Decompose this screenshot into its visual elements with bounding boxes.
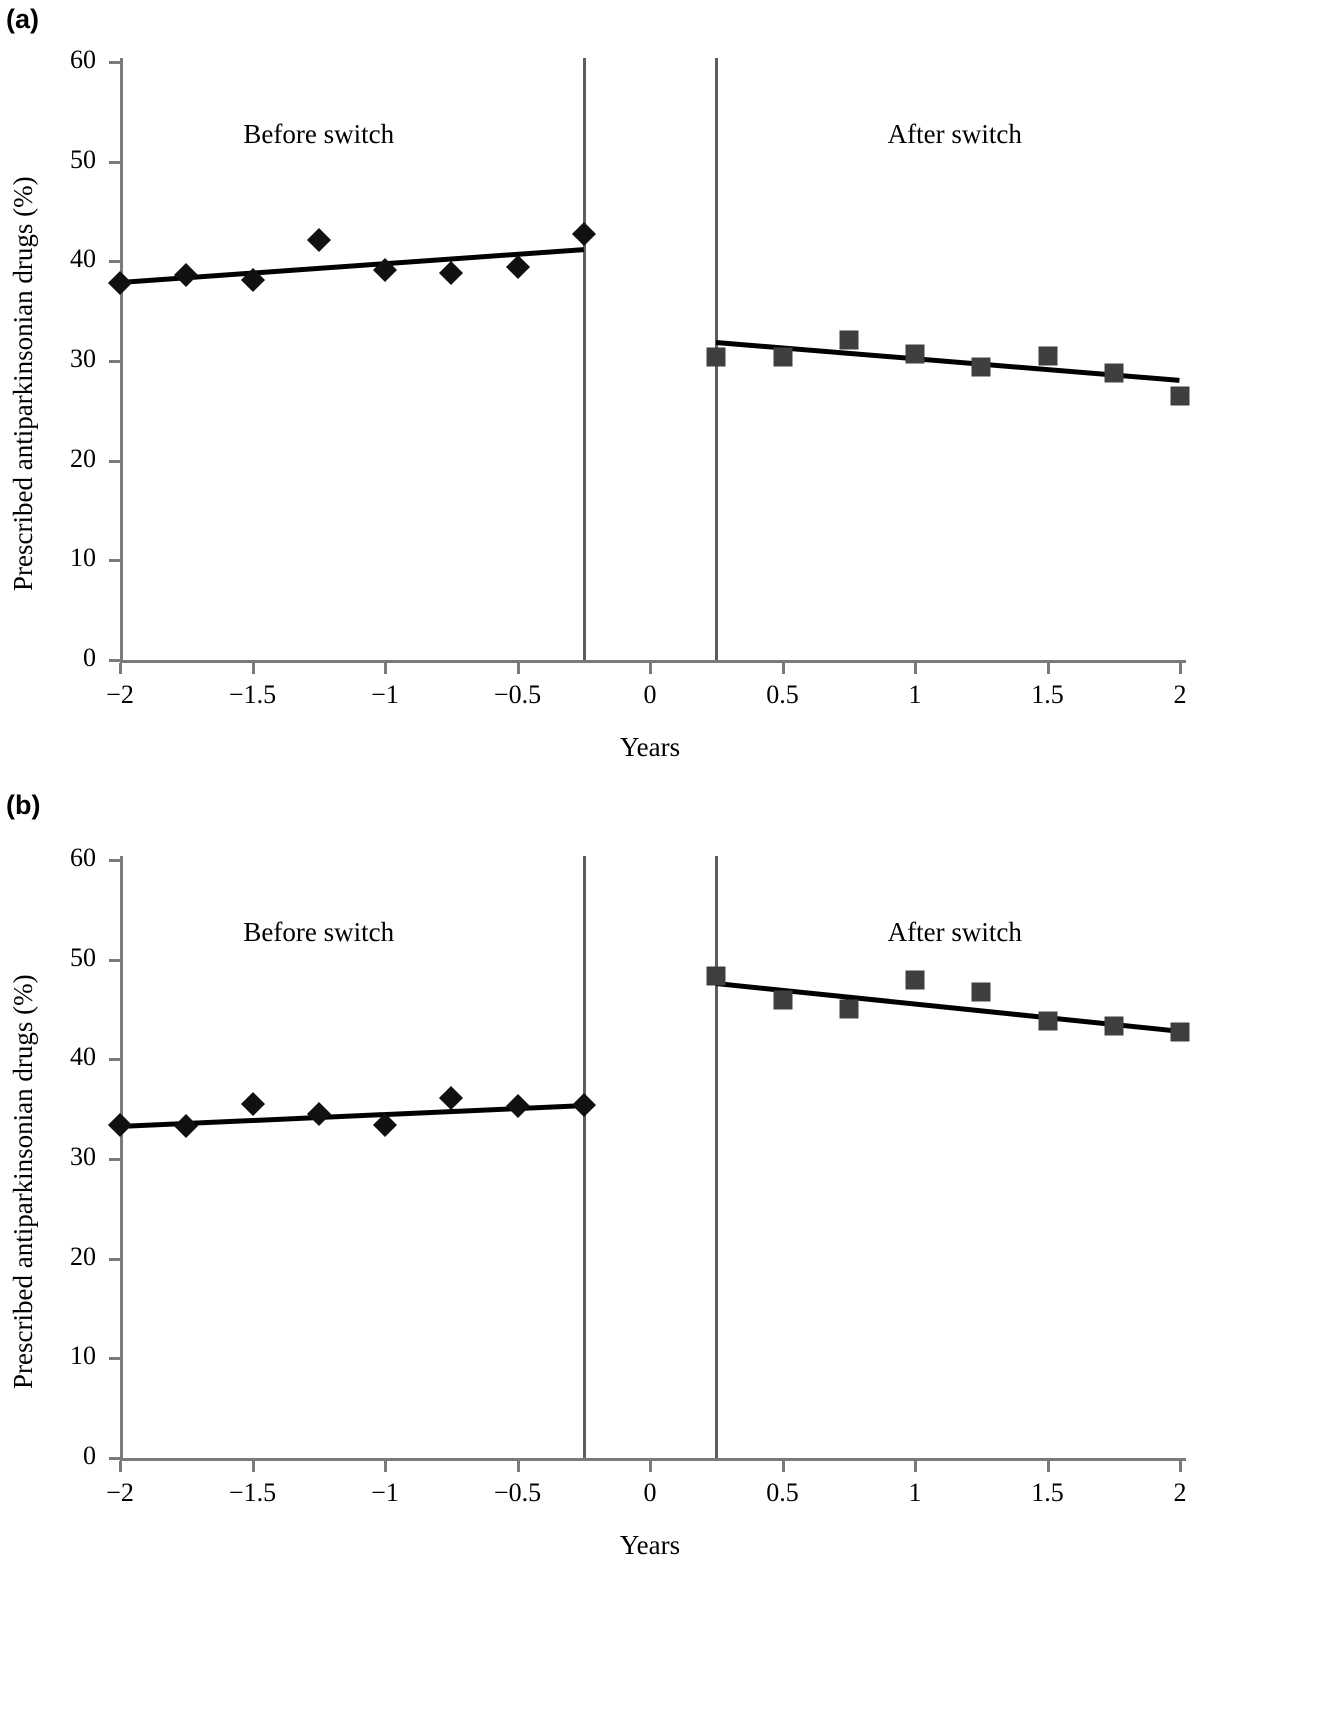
y-axis-tick-label: 50	[70, 942, 96, 972]
x-axis-tick-label: −0.5	[493, 1478, 542, 1507]
x-axis-tick	[384, 1461, 387, 1472]
y-axis-tick-label: 40	[70, 244, 96, 274]
data-point-square	[773, 990, 792, 1009]
region-label-before-switch: Before switch	[243, 118, 395, 149]
panel-label-b: (b)	[6, 790, 41, 820]
y-axis-tick-label: 0	[83, 1441, 96, 1470]
y-axis-tick	[109, 1457, 120, 1460]
data-point-square	[906, 970, 925, 989]
x-axis-tick	[384, 663, 387, 674]
x-axis-tick-label: −1.5	[228, 1478, 277, 1507]
data-point-square	[972, 357, 991, 376]
data-point-diamond	[505, 1094, 529, 1118]
data-point-diamond	[572, 1093, 596, 1117]
data-point-diamond	[439, 261, 463, 285]
y-axis-tick	[109, 1258, 120, 1261]
y-axis-tick-label: 10	[70, 1341, 96, 1371]
x-axis-tick-label: 2	[1173, 680, 1187, 709]
region-label-after-switch: After switch	[887, 916, 1022, 947]
plot-area-a	[8, 45, 1187, 762]
x-axis-tick-label: 1	[908, 680, 922, 709]
data-point-square	[1104, 363, 1123, 382]
switch-divider-line	[715, 856, 718, 1458]
data-point-diamond	[174, 1114, 198, 1138]
plot-area-b	[8, 843, 1187, 1560]
x-axis-tick-label: 1.5	[1031, 1478, 1064, 1507]
data-point-diamond	[439, 1086, 463, 1110]
x-axis-tick-label: 0	[643, 1478, 657, 1507]
y-axis-tick	[109, 859, 120, 862]
x-axis-tick	[782, 663, 785, 674]
y-axis-tick	[109, 959, 120, 962]
x-axis-tick	[914, 1461, 917, 1472]
x-axis-tick	[517, 1461, 520, 1472]
x-axis-tick-label: −1.5	[228, 680, 277, 709]
data-point-square	[773, 348, 792, 367]
panel-label-a: (a)	[6, 4, 39, 34]
x-axis-tick	[252, 1461, 255, 1472]
x-axis-title: Years	[619, 732, 681, 762]
y-axis-tick-label: 50	[70, 144, 96, 174]
y-axis-tick	[109, 1357, 120, 1360]
x-axis-tick-label: −2	[106, 680, 134, 709]
y-axis-line	[120, 58, 123, 660]
data-point-diamond	[240, 1092, 264, 1116]
x-axis-tick-label: 0	[643, 680, 657, 709]
chart-panel-a	[0, 0, 1342, 790]
y-axis-tick	[109, 460, 120, 463]
x-axis-tick-label: 2	[1173, 1478, 1187, 1507]
y-axis-tick-label: 10	[70, 543, 96, 573]
y-axis-tick	[109, 559, 120, 562]
x-axis-tick	[517, 663, 520, 674]
x-axis-tick	[914, 663, 917, 674]
data-point-square	[839, 331, 858, 350]
x-axis-tick-label: −2	[106, 1478, 134, 1507]
y-axis-tick	[109, 61, 120, 64]
y-axis-title: Prescribed antiparkinsonian drugs (%)	[8, 974, 38, 1389]
region-label-after-switch: After switch	[887, 118, 1022, 149]
data-point-square	[1104, 1017, 1123, 1036]
x-axis-tick-label: 0.5	[766, 680, 799, 709]
y-axis-tick	[109, 360, 120, 363]
x-axis-tick	[649, 663, 652, 674]
y-axis-tick	[109, 161, 120, 164]
x-axis-tick	[649, 1461, 652, 1472]
y-axis-tick	[109, 659, 120, 662]
data-point-square	[906, 345, 925, 364]
x-axis-tick	[119, 1461, 122, 1472]
x-axis-line	[120, 1458, 1186, 1461]
y-axis-tick-label: 60	[70, 843, 96, 872]
y-axis-tick-label: 0	[83, 643, 96, 672]
x-axis-title: Years	[619, 1530, 681, 1560]
y-axis-tick-label: 60	[70, 45, 96, 74]
region-label-before-switch: Before switch	[243, 916, 395, 947]
x-axis-tick-label: −1	[371, 1478, 399, 1507]
y-axis-tick	[109, 1158, 120, 1161]
data-point-diamond	[108, 271, 132, 295]
data-point-square	[707, 348, 726, 367]
switch-divider-line	[583, 58, 586, 660]
y-axis-tick	[109, 260, 120, 263]
data-point-diamond	[307, 1102, 331, 1126]
data-point-square	[1171, 386, 1190, 405]
y-axis-tick-label: 30	[70, 344, 96, 373]
data-point-diamond	[572, 222, 596, 246]
data-point-diamond	[505, 255, 529, 279]
x-axis-tick	[1179, 663, 1182, 674]
switch-divider-line	[583, 856, 586, 1458]
y-axis-tick-label: 30	[70, 1142, 96, 1171]
data-point-square	[1038, 347, 1057, 366]
x-axis-line	[120, 660, 1186, 663]
x-axis-tick	[1179, 1461, 1182, 1472]
y-axis-tick	[109, 1058, 120, 1061]
data-point-diamond	[108, 1113, 132, 1137]
y-axis-tick-label: 20	[70, 1241, 96, 1271]
data-point-square	[707, 966, 726, 985]
data-point-square	[1171, 1023, 1190, 1042]
x-axis-tick-label: 1	[908, 1478, 922, 1507]
x-axis-tick	[1047, 1461, 1050, 1472]
x-axis-tick-label: 0.5	[766, 1478, 799, 1507]
data-point-square	[839, 999, 858, 1018]
x-axis-tick	[1047, 663, 1050, 674]
y-axis-tick-label: 40	[70, 1042, 96, 1072]
data-point-diamond	[307, 228, 331, 252]
y-axis-tick-label: 20	[70, 443, 96, 473]
y-axis-line	[120, 856, 123, 1458]
x-axis-tick-label: 1.5	[1031, 680, 1064, 709]
x-axis-tick	[252, 663, 255, 674]
x-axis-tick	[782, 1461, 785, 1472]
chart-panel-b	[0, 790, 1342, 1722]
y-axis-title: Prescribed antiparkinsonian drugs (%)	[8, 176, 38, 591]
data-point-square	[972, 982, 991, 1001]
data-point-diamond	[174, 263, 198, 287]
data-point-square	[1038, 1012, 1057, 1031]
x-axis-tick-label: −0.5	[493, 680, 542, 709]
x-axis-tick	[119, 663, 122, 674]
x-axis-tick-label: −1	[371, 680, 399, 709]
